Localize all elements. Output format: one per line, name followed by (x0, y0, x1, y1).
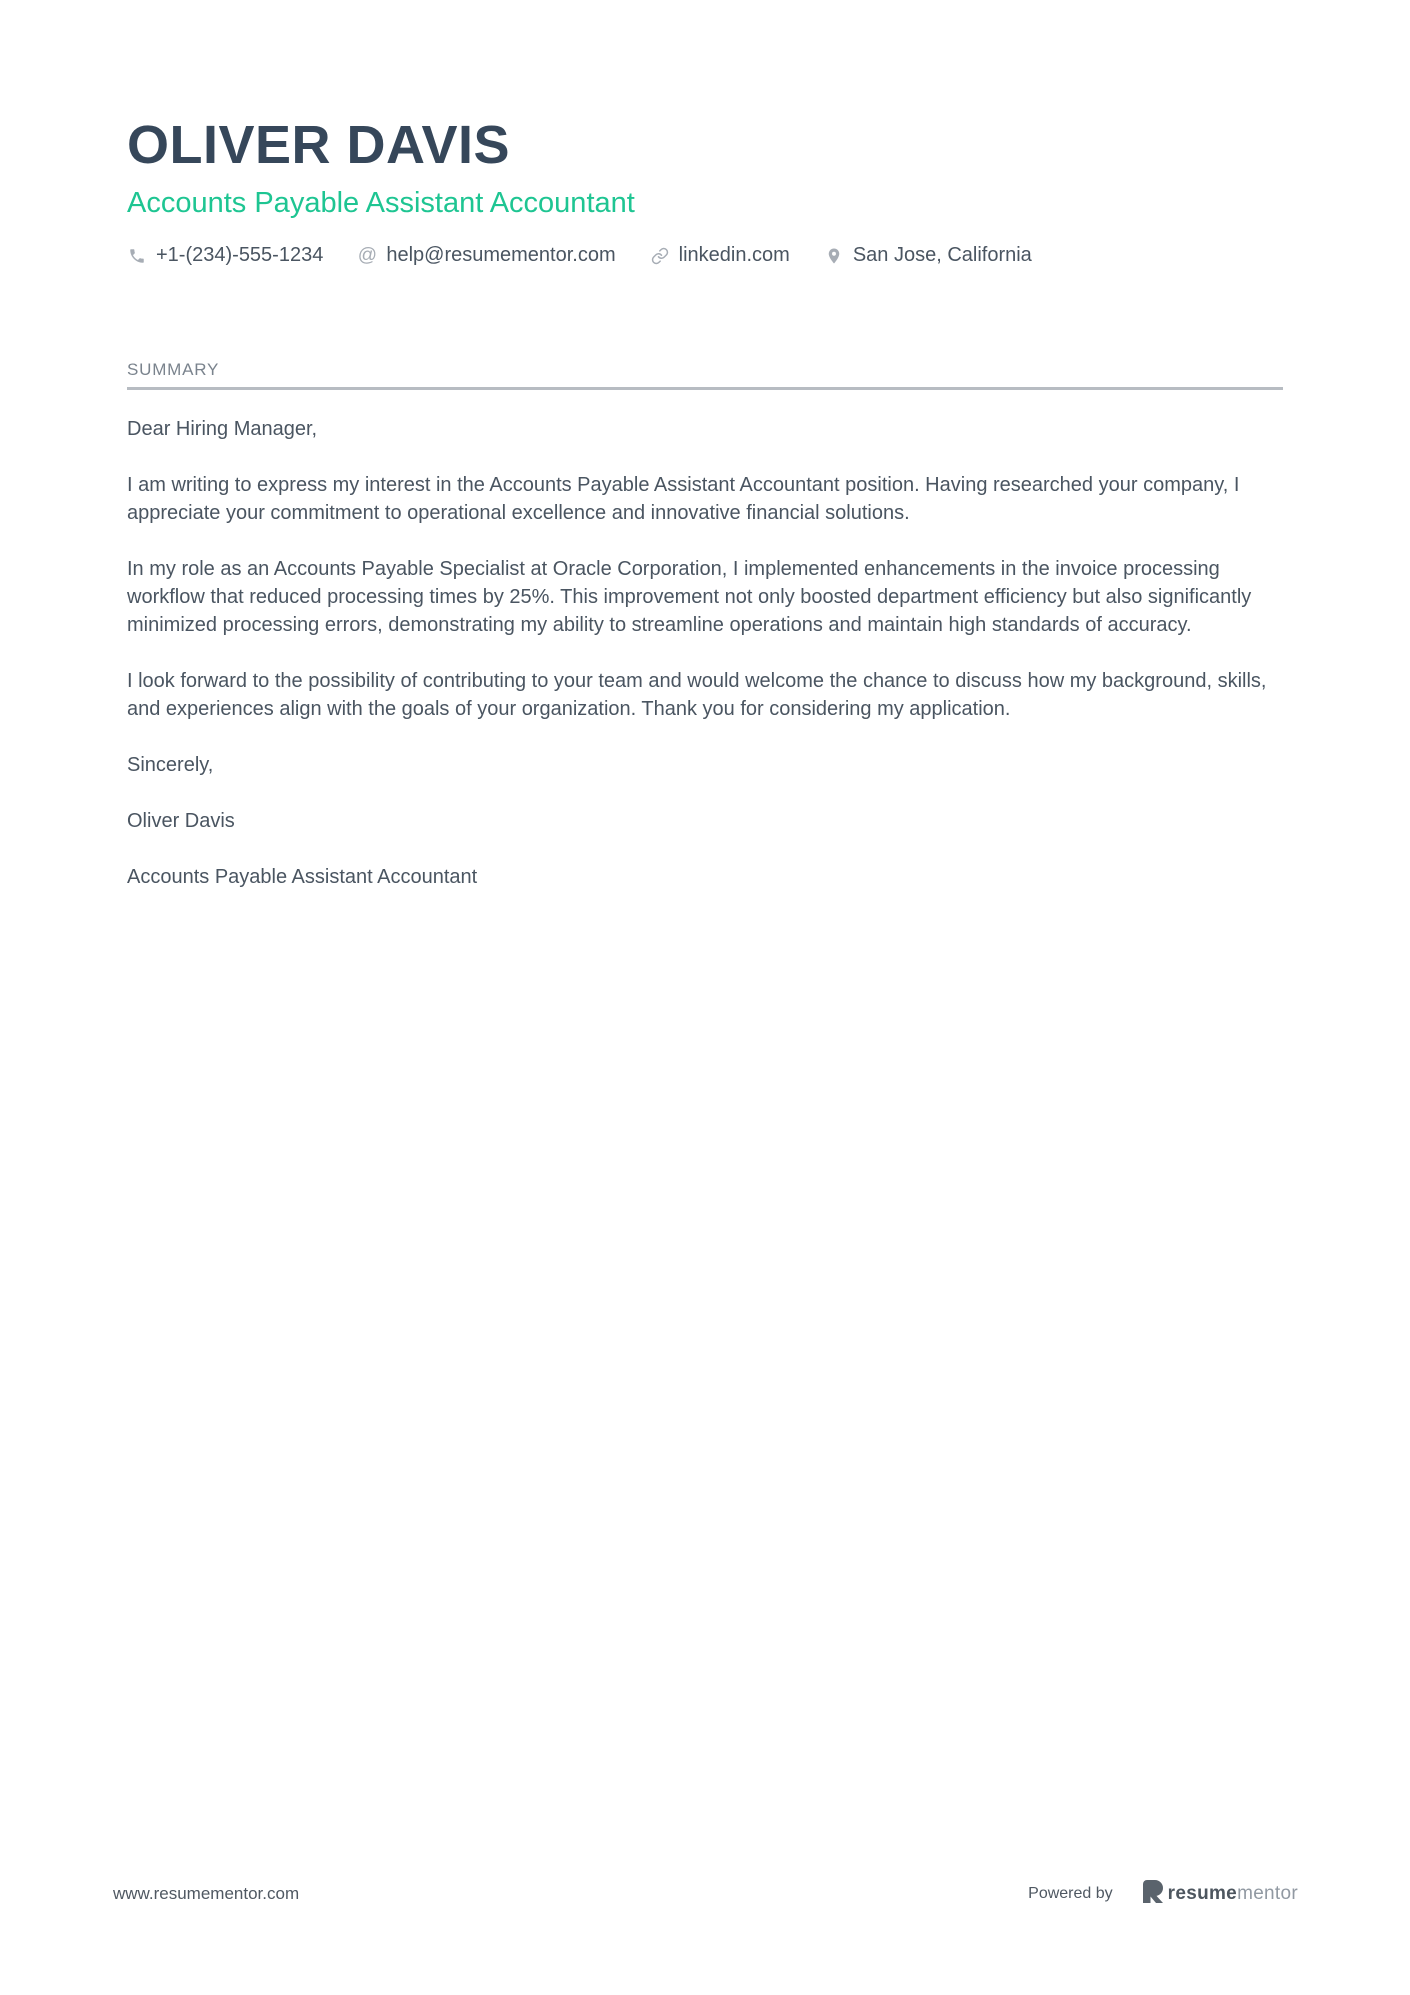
letter-paragraph: In my role as an Accounts Payable Specialist at Oracle Corporation, I implemented enhancements in the invoice processing workflow that reduced processing times by 25%. This improvement not only boosted department efficiency but also significantly minimized processing errors, demonstrating my ability to streamline operations and maintain high standards of accuracy. (127, 558, 1252, 637)
location-pin-icon (824, 246, 844, 266)
email-contact[interactable] (357, 244, 615, 267)
page-footer (113, 1880, 1298, 1908)
signature-role: Accounts Payable Assistant Accountant (127, 866, 478, 889)
salutation: Dear Hiring Manager, (127, 418, 318, 441)
section-label: SUMMARY (127, 360, 220, 380)
page-content (0, 0, 1410, 891)
resumementor-logo-icon (1143, 1880, 1163, 1908)
at-icon: @ (357, 245, 377, 267)
summary-section (127, 360, 1283, 390)
contact-row (127, 244, 1283, 267)
phone-number: +1-(234)-555-1234 (156, 244, 324, 267)
brand-text (1168, 1883, 1298, 1905)
powered-by-label: Powered by (1028, 1885, 1113, 1902)
closing: Sincerely, (127, 754, 214, 777)
letter-body (127, 415, 1283, 891)
phone-contact (127, 244, 323, 267)
location-contact (824, 244, 1032, 267)
brand-text-mentor: mentor (1237, 1883, 1298, 1904)
website-link[interactable]: www.resumementor.com (113, 1884, 300, 1903)
linkedin-contact[interactable] (650, 244, 790, 267)
letter-paragraph: I am writing to express my interest in the Accounts Payable Assistant Accountant position. Having researched your company, I appreciate your commitment to operational excellence and innovative financial solutions. (127, 474, 1240, 525)
job-title: Accounts Payable Assistant Accountant (127, 187, 635, 219)
linkedin-url: linkedin.com (678, 244, 790, 267)
resumementor-brand[interactable] (1143, 1880, 1298, 1908)
footer-right (1028, 1880, 1298, 1908)
link-icon (650, 246, 670, 266)
letter-paragraph: I look forward to the possibility of contributing to your team and would welcome the chance to discuss how my background, skills, and experiences align with the goals of your organization. Thank you for considering my application. (127, 670, 1267, 721)
location-text: San Jose, California (852, 244, 1032, 267)
brand-text-resume: resume (1167, 1883, 1238, 1904)
phone-icon (127, 246, 147, 266)
section-divider (127, 387, 1283, 390)
person-name: OLIVER DAVIS (127, 115, 511, 175)
signature-name: Oliver Davis (127, 810, 235, 833)
email-address: help@resumementor.com (386, 244, 616, 267)
